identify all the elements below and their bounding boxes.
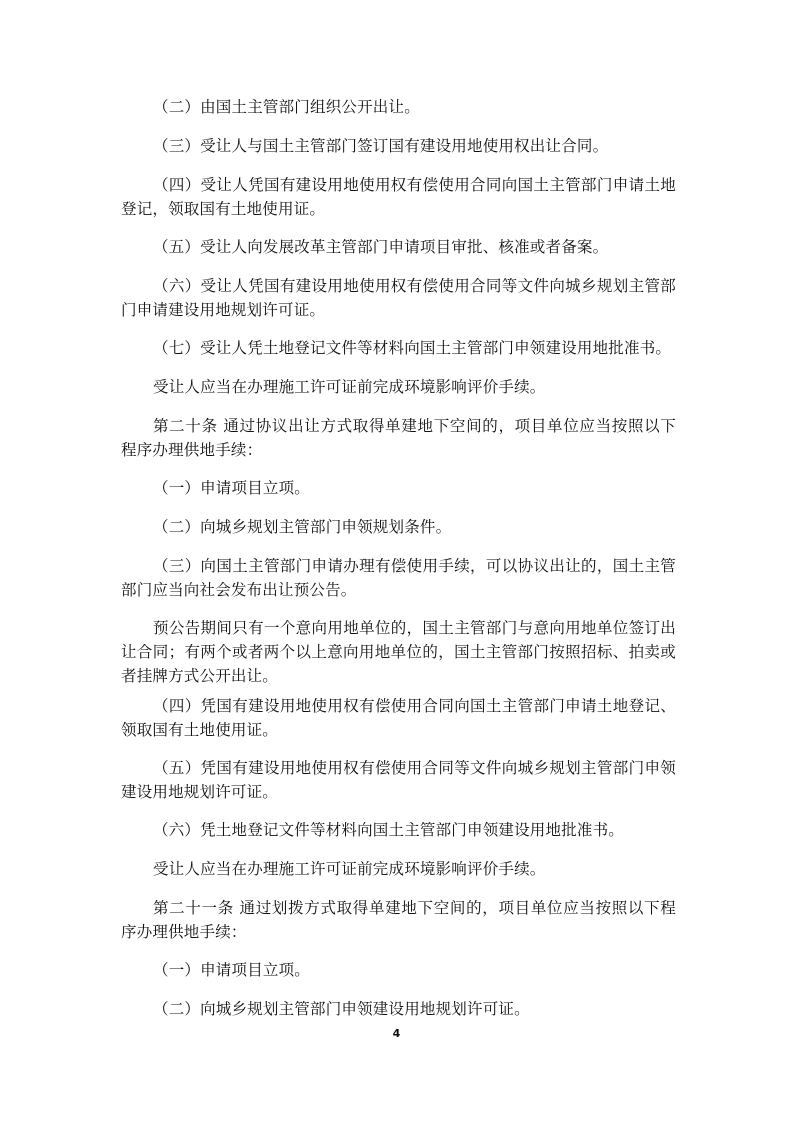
- paragraph: （四）凭国有建设用地使用权有偿使用合同向国土主管部门申请土地登记、领取国有土地使用证。: [121, 697, 676, 739]
- paragraph: 受让人应当在办理施工许可证前完成环境影响评价手续。: [153, 378, 546, 396]
- paragraph: （六）凭土地登记文件等材料向国土主管部门申领建设用地批准书。: [153, 821, 625, 839]
- paragraph: （三）受让人与国土主管部门签订国有建设用地使用权出让合同。: [153, 137, 609, 155]
- paragraph: （二）向城乡规划主管部门申领建设用地规划许可证。: [153, 1000, 530, 1018]
- paragraph: （一）申请项目立项。: [153, 479, 311, 497]
- paragraph: （三）向国土主管部门申请办理有偿使用手续，可以协议出让的，国土主管部门应当向社会发布出让预公告。: [121, 557, 676, 599]
- paragraph: （五）受让人向发展改革主管部门申请项目审批、核准或者备案。: [153, 238, 609, 256]
- paragraph: 受让人应当在办理施工许可证前完成环境影响评价手续。: [153, 860, 546, 878]
- paragraph: （五）凭国有建设用地使用权有偿使用合同等文件向城乡规划主管部门申领建设用地规划许可证。: [121, 759, 676, 801]
- paragraph: （四）受让人凭国有建设用地使用权有偿使用合同向国土主管部门申请土地登记，领取国有土地使用证。: [121, 176, 676, 218]
- paragraph: （二）向城乡规划主管部门申领规划条件。: [153, 518, 452, 536]
- paragraph: 第二十条 通过协议出让方式取得单建地下空间的，项目单位应当按照以下程序办理供地手续：: [121, 417, 676, 459]
- paragraph: （二）由国土主管部门组织公开出让。: [153, 98, 420, 116]
- paragraph: 第二十一条 通过划拨方式取得单建地下空间的，项目单位应当按照以下程序办理供地手续：: [121, 899, 676, 941]
- paragraph: （六）受让人凭国有建设用地使用权有偿使用合同等文件向城乡规划主管部门申请建设用地规划许可证。: [121, 277, 676, 319]
- paragraph: （七）受让人凭土地登记文件等材料向国土主管部门申领建设用地批准书。: [153, 339, 672, 357]
- page-number: 4: [392, 1027, 401, 1040]
- paragraph: （一）申请项目立项。: [153, 961, 311, 979]
- paragraph: 预公告期间只有一个意向用地单位的，国土主管部门与意向用地单位签订出让合同；有两个或者两个以上意向用地单位的，国土主管部门按照招标、拍卖或者挂牌方式公开出让。: [121, 619, 676, 685]
